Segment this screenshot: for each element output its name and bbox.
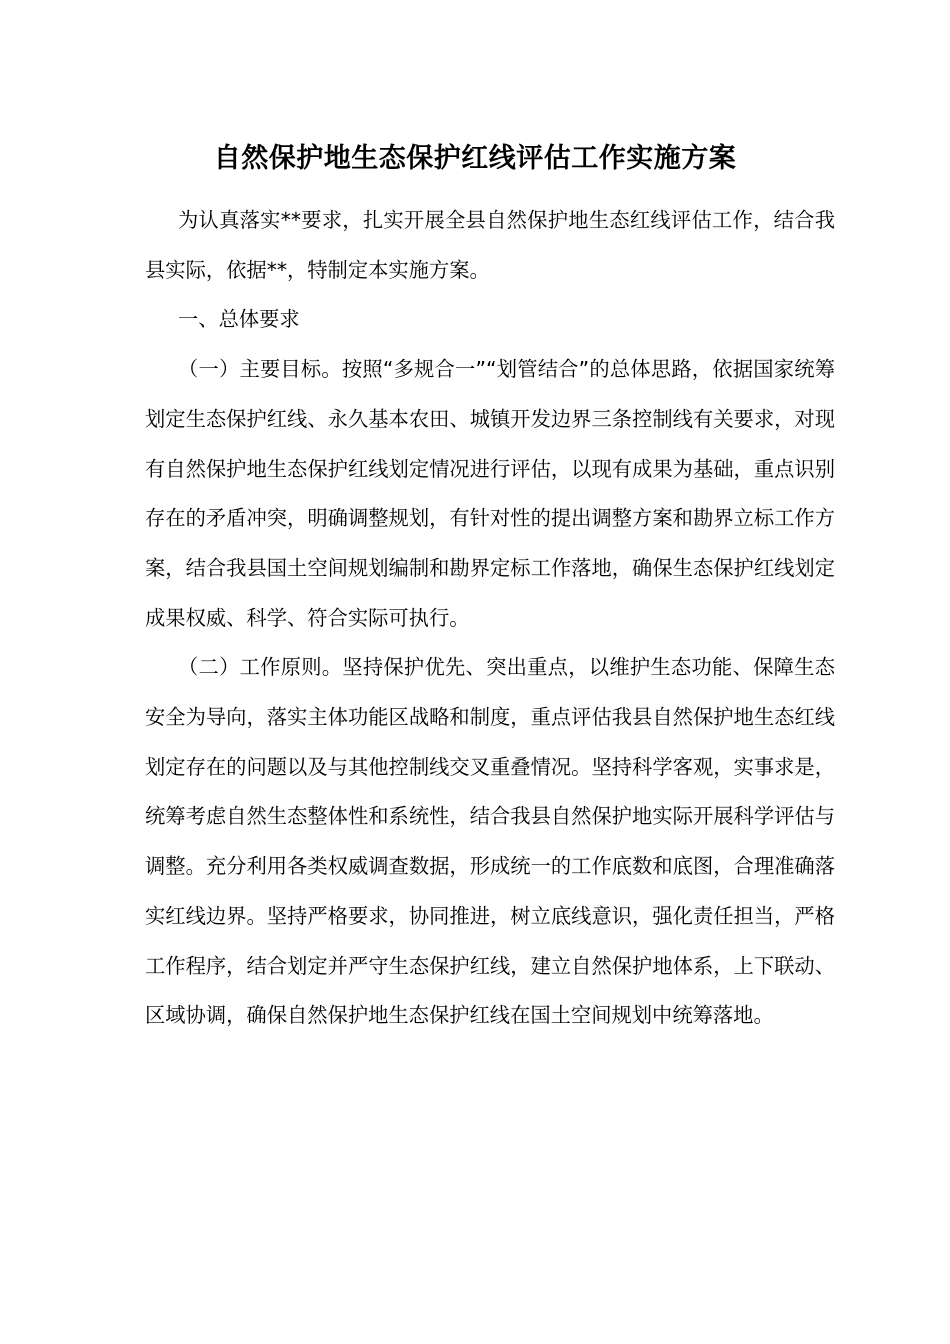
paragraph-work-principles: （二）工作原则。坚持保护优先、突出重点，以维护生态功能、保障生态安全为导向，落实主体功能区战略和制度，重点评估我县自然保护地生态红线划定存在的问题以及与其他控制线交叉重叠情况。坚持科学客观，实事求是，统筹考虑自然生态整体性和系统性，结合我县自然保护地实际开展科学评估与调整。充分利用各类权威调查数据，形成统一的工作底数和底图，合理准确落实红线边界。坚持严格要求，协同推进，树立底线意识，强化责任担当，严格工作程序，结合划定并严守生态保护红线，建立自然保护地体系，上下联动、区域协调，确保自然保护地生态保护红线在国土空间规划中统筹落地。 [145, 655, 835, 1028]
document-body [145, 196, 835, 1041]
section-heading-general-requirements: 一、总体要求 [178, 307, 300, 332]
paragraph-main-goals: （一）主要目标。按照“多规合一”“划管结合”的总体思路，依据国家统筹划定生态保护红线、永久基本农田、城镇开发边界三条控制线有关要求，对现有自然保护地生态保护红线划定情况进行评估，以现有成果为基础，重点识别存在的矛盾冲突，明确调整规划，有针对性的提出调整方案和勘界立标工作方案，结合我县国土空间规划编制和勘界定标工作落地，确保生态保护红线划定成果权威、科学、符合实际可执行。 [145, 357, 835, 630]
document-title: 自然保护地生态保护红线评估工作实施方案 [213, 143, 737, 174]
intro-paragraph: 为认真落实**要求，扎实开展全县自然保护地生态红线评估工作，结合我县实际，依据**，特制定本实施方案。 [145, 208, 835, 282]
